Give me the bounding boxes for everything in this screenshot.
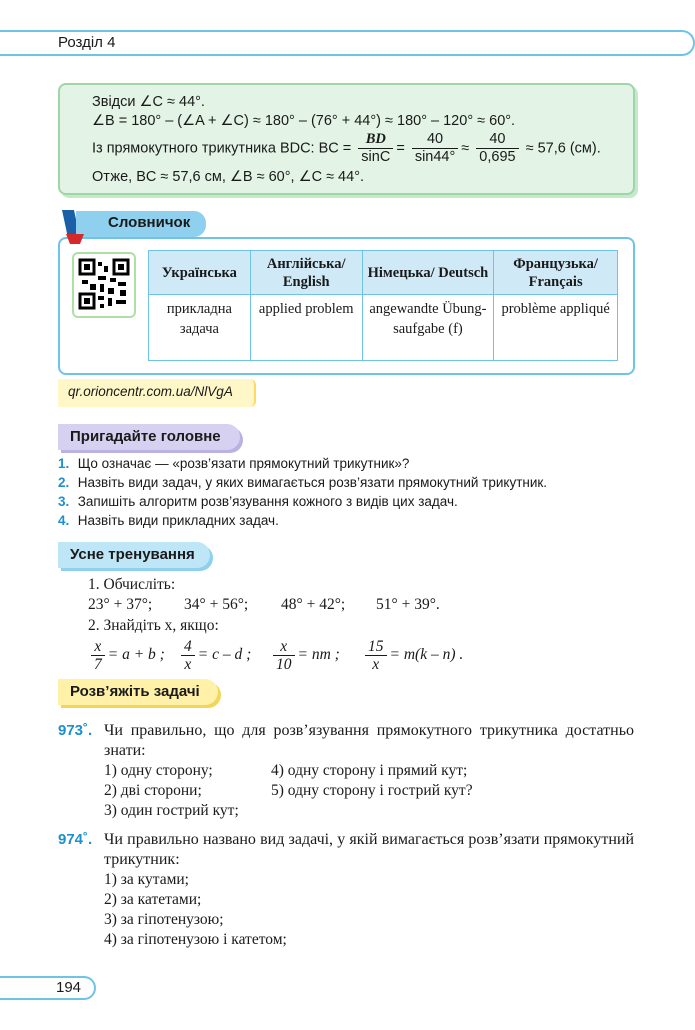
training-expression: 48° + 42°; bbox=[281, 596, 346, 613]
dict-cell-ukrainian: прикладна задача bbox=[149, 295, 251, 361]
task-option: 2) за катетами; bbox=[104, 891, 202, 908]
task-option: 1) одну сторону; bbox=[104, 762, 213, 779]
dict-cell-german: angewandte Übung-saufgabe (f) bbox=[362, 295, 494, 361]
training-task-1: 1. Обчисліть: bbox=[88, 576, 176, 593]
example-line-1: Звідси ∠C ≈ 44°. bbox=[92, 94, 205, 110]
fraction-40-sin44: $\frac{40}{\sin 44^\circ}$ bbox=[412, 131, 458, 166]
equation: $\frac{x}{7}$ = a + b ; bbox=[88, 638, 165, 673]
dict-header-ukrainian: Українська bbox=[149, 251, 251, 295]
remember-item: 3. Запишіть алгоритм розв’язування кожного з видів цих задач. bbox=[58, 494, 458, 509]
remember-item: 2. Назвіть види задач, у яких вимагається розв’язати прямокутний трикутник. bbox=[58, 475, 548, 490]
dictionary-title: Словничок bbox=[108, 214, 191, 231]
task-option: 4) за гіпотенузою і катетом; bbox=[104, 931, 287, 948]
dictionary-header-row bbox=[149, 251, 618, 295]
dictionary-row bbox=[149, 295, 618, 361]
dict-header-german: Німецька/ Deutsch bbox=[362, 251, 494, 295]
equation: $\frac{4}{x}$ = c – d ; bbox=[178, 638, 251, 673]
page-number: 194 bbox=[56, 979, 82, 996]
page-number-bar bbox=[0, 976, 96, 1000]
remember-item: 1. Що означає — «розв’язати прямокутний трикутник»? bbox=[58, 456, 410, 471]
task-option: 2) дві сторони; bbox=[104, 782, 202, 799]
equation: $\frac{x}{10}$ = nm ; bbox=[270, 638, 340, 673]
remember-item: 4. Назвіть види прикладних задач. bbox=[58, 513, 279, 528]
example-line-2: ∠B = 180° – (∠A + ∠C) ≈ 180° – (76° + 44°) ≈ 180° – 120° ≈ 60°. bbox=[92, 113, 516, 129]
section-title: Розділ 4 bbox=[58, 34, 116, 51]
task-number: 973˚. bbox=[58, 722, 93, 739]
task-option: 3) один гострий кут; bbox=[104, 802, 239, 819]
dict-header-french: Французька/ Français bbox=[494, 251, 618, 295]
fraction-40-0695: $\frac{40}{0,695}$ bbox=[476, 131, 518, 166]
solve-ribbon: Розв’яжіть задачі bbox=[58, 679, 218, 705]
qr-code[interactable] bbox=[72, 252, 136, 318]
example-line3-prefix: Із прямокутного трикутника BDC: BC = bbox=[92, 140, 352, 157]
fraction-bd-sinc: $\frac{BD}{\sin C}$ bbox=[358, 131, 393, 166]
dict-header-english: Англійська/ English bbox=[250, 251, 362, 295]
task-number: 974˚. bbox=[58, 831, 93, 848]
training-expression: 34° + 56°; bbox=[184, 596, 249, 613]
example-line-4: Отже, BC ≈ 57,6 см, ∠B ≈ 60°, ∠C ≈ 44°. bbox=[92, 169, 365, 185]
task-973-text: Чи правильно, що для розв’язування прямокутного трикутника достатньо знати: bbox=[104, 722, 634, 759]
dict-cell-english: applied problem bbox=[250, 295, 362, 361]
task-option: 1) за кутами; bbox=[104, 871, 189, 888]
task-option: 5) одну сторону і гострий кут? bbox=[271, 782, 473, 799]
example-solution-box bbox=[58, 83, 635, 195]
training-expression: 51° + 39°. bbox=[376, 596, 440, 613]
qr-link[interactable]: qr.orioncentr.com.ua/NlVgA bbox=[58, 379, 256, 407]
task-974-text: Чи правильно названо вид задачі, у якій вимагається розв’язати прямокутний трикутник: bbox=[104, 831, 634, 868]
example-line3-suffix: ≈ 57,6 (см). bbox=[525, 140, 601, 157]
task-option: 4) одну сторону і прямий кут; bbox=[271, 762, 468, 779]
dict-cell-french: problème appliqué bbox=[494, 295, 618, 361]
remember-ribbon: Пригадайте головне bbox=[58, 424, 240, 450]
example-line-3: Із прямокутного трикутника BDC: BC = $\frac{BD}{\sin C}$ = $\frac{40}{\sin 44^\circ}$ ≈ $\frac{40}{0,695}$ ≈ 57,6 (см). bbox=[92, 131, 601, 165]
training-task-2: 2. Знайдіть x, якщо: bbox=[88, 617, 219, 634]
bookmark-icon bbox=[66, 234, 84, 244]
training-ribbon: Усне тренування bbox=[58, 542, 210, 568]
qr-code-icon bbox=[74, 254, 134, 316]
dictionary-table bbox=[148, 250, 618, 361]
task-option: 3) за гіпотенузою; bbox=[104, 911, 224, 928]
equation: $\frac{15}{x}$ = m(k – n) . bbox=[362, 638, 463, 673]
training-expression: 23° + 37°; bbox=[88, 596, 153, 613]
